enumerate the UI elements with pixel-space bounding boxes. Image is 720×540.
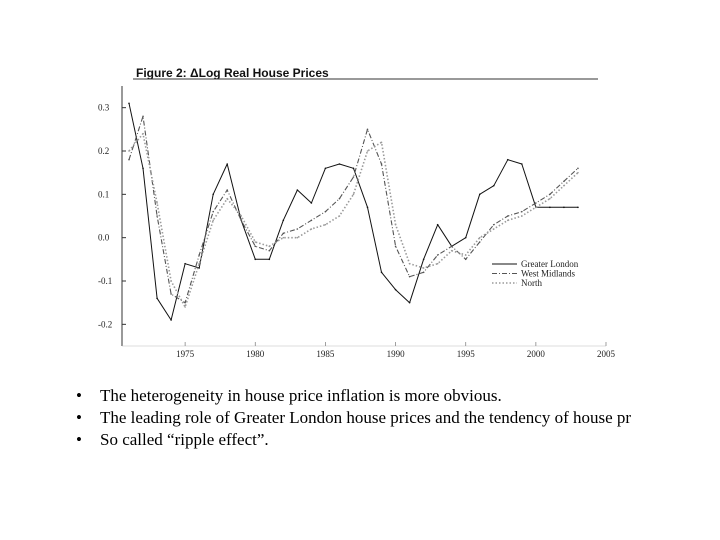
data-point [521,163,523,165]
x-tick-label: 1995 [456,349,475,359]
data-point [212,211,214,213]
data-point [254,259,256,261]
data-point [423,267,425,269]
y-tick-label: 0.2 [98,146,110,156]
data-point [240,215,242,217]
data-point [367,150,369,152]
x-tick-label: 2005 [597,349,615,359]
data-point [395,224,397,226]
data-point [156,298,158,300]
data-point [535,207,537,209]
data-point [283,233,285,235]
x-tick-label: 1990 [386,349,405,359]
data-point [254,246,256,248]
y-tick-label: 0.3 [98,102,110,113]
data-point [226,198,228,200]
data-point [283,237,285,239]
bullet-item [76,429,720,451]
data-point [437,254,439,256]
data-point [297,237,299,239]
data-point [170,293,172,295]
data-point [563,207,565,209]
data-point [156,202,158,204]
x-tick-label: 2000 [526,349,545,359]
x-tick-label: 1985 [316,349,335,359]
data-point [465,237,467,239]
data-point [311,228,313,230]
x-tick-label: 1980 [246,349,265,359]
data-point [184,306,186,308]
y-tick-label: -0.2 [98,319,113,330]
data-point [465,254,467,256]
data-point [451,250,453,252]
data-point [128,103,130,105]
data-point [156,215,158,217]
data-point [409,276,411,278]
legend-label: West Midlands [521,268,576,279]
data-point [297,228,299,230]
x-axis-ticks [176,342,615,359]
data-point [339,198,341,200]
data-point [184,302,186,304]
data-point [577,168,579,170]
bullet-text: The leading role of Greater London house prices and the tendency of house pr [100,408,632,427]
data-point [142,133,144,135]
data-point [367,129,369,131]
bullet-text: The heterogeneity in house price inflation is more obvious. [100,386,502,405]
data-point [297,189,299,191]
y-tick-label: 0.1 [98,189,110,200]
data-point [577,172,579,174]
data-point [381,142,383,144]
data-point [563,181,565,183]
data-point [311,202,313,204]
data-point [212,220,214,222]
data-point [549,194,551,196]
data-point [170,280,172,282]
data-point [437,224,439,226]
data-point [142,168,144,170]
data-point [142,116,144,118]
series-layer [128,103,579,321]
series-line-north [129,134,578,307]
bullet-item [76,385,720,407]
data-point [409,263,411,265]
bullet-marker: • [76,408,82,427]
legend-label: Greater London [521,259,579,269]
data-point [549,198,551,200]
data-point [493,228,495,230]
x-tick-label: 1975 [176,349,195,359]
data-point [409,302,411,304]
data-point [283,220,285,222]
data-point [507,220,509,222]
data-point [381,163,383,165]
data-point [325,211,327,213]
data-point [507,215,509,217]
legend [492,259,579,288]
data-point [493,224,495,226]
bullet-marker: • [76,430,82,449]
data-point [226,163,228,165]
data-point [198,263,200,265]
data-point [339,215,341,217]
data-point [465,259,467,261]
data-point [437,263,439,265]
data-point [198,254,200,256]
data-point [339,163,341,165]
data-point [254,241,256,243]
data-point [521,215,523,217]
bullet-text: So called “ripple effect”. [100,430,269,449]
data-point [226,189,228,191]
data-point [212,194,214,196]
data-point [353,176,355,178]
data-point [240,220,242,222]
series-line-greater-london [129,103,578,320]
data-point [128,159,130,161]
data-point [521,211,523,213]
y-tick-label: 0.0 [98,232,110,243]
chart-title: Figure 2: ΔLog Real House Prices [136,66,329,80]
data-point [269,259,271,261]
data-point [423,259,425,261]
data-point [451,246,453,248]
data-point [184,263,186,265]
data-point [367,207,369,209]
y-tick-label: -0.1 [98,276,113,286]
data-point [563,185,565,187]
data-point [479,194,481,196]
data-point [325,168,327,170]
legend-label: North [521,278,542,288]
data-point [381,272,383,274]
data-point [507,159,509,161]
data-point [198,267,200,269]
data-point [479,237,481,239]
data-point [325,224,327,226]
data-point [423,272,425,274]
bullet-item [76,407,720,429]
bullet-list [76,385,720,451]
data-point [493,185,495,187]
data-point [311,220,313,222]
data-point [353,168,355,170]
bullet-marker: • [76,386,82,405]
data-point [549,207,551,209]
data-point [395,289,397,291]
data-point [269,246,271,248]
data-point [128,150,130,152]
data-point [395,246,397,248]
data-point [269,250,271,252]
data-point [170,319,172,321]
data-point [577,207,579,209]
data-point [535,202,537,204]
data-point [479,241,481,243]
data-point [353,194,355,196]
